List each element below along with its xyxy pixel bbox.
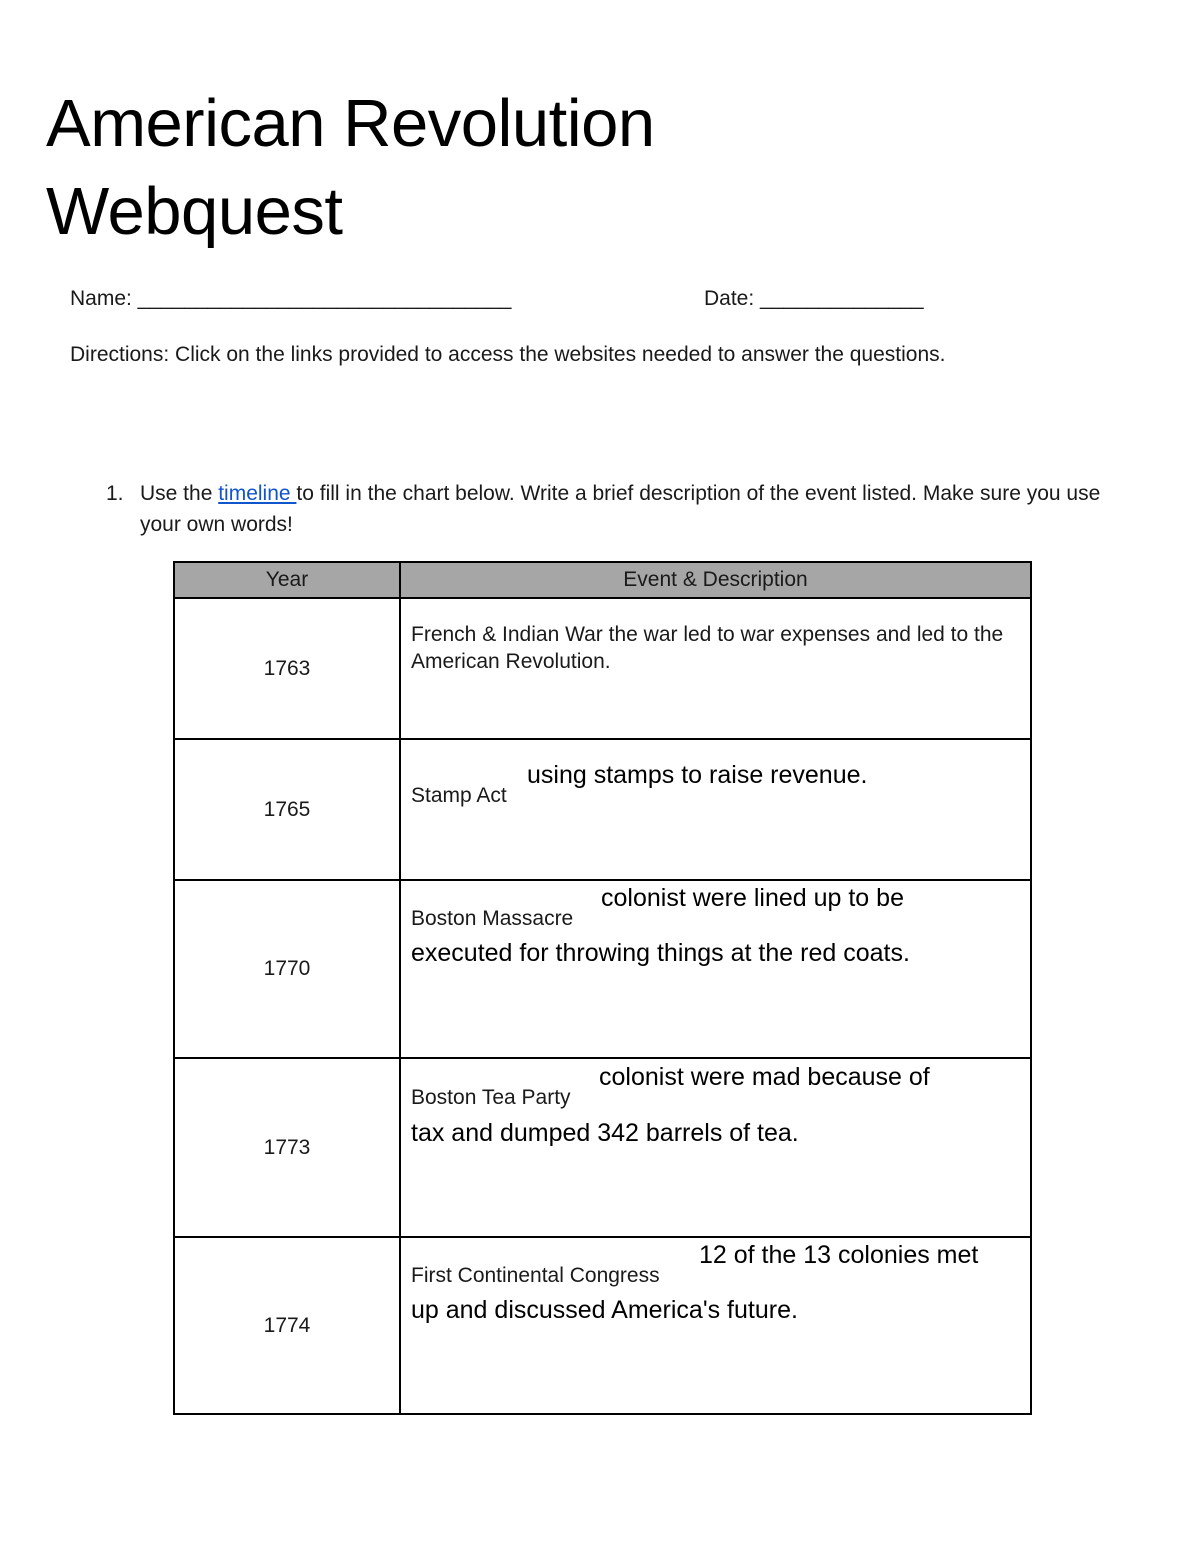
year-cell: 1763 — [174, 598, 400, 739]
event-cell[interactable] — [400, 880, 1031, 1058]
event-cell[interactable] — [400, 598, 1031, 739]
event-answer-line-1: 12 of the 13 colonies met — [699, 1241, 979, 1269]
header-year: Year — [174, 562, 400, 598]
table-row — [174, 739, 1031, 880]
date-field[interactable]: Date: ______________ — [704, 287, 924, 310]
question-text-before-link: Use the — [140, 482, 219, 505]
year-cell: 1770 — [174, 880, 400, 1058]
year-cell: 1774 — [174, 1237, 400, 1414]
year-cell: 1765 — [174, 739, 400, 880]
table-row — [174, 1058, 1031, 1237]
table-header-row — [174, 562, 1031, 598]
question-number: 1. — [106, 482, 124, 505]
directions-text: Directions: Click on the links provided to access the websites needed to answer the questions. — [70, 343, 946, 366]
event-answer-line-1: colonist were mad because of — [599, 1063, 930, 1091]
event-cell[interactable] — [400, 739, 1031, 880]
question-1 — [106, 478, 1146, 540]
year-cell: 1773 — [174, 1058, 400, 1237]
question-text-after-link: to fill in the chart below. Write a brief description of the event listed. Make sure you use your own words! — [140, 482, 1101, 536]
event-description: French & Indian War the war led to war expenses and led to the American Revolution. — [411, 623, 1004, 673]
event-answer: using stamps to raise revenue. — [527, 761, 868, 789]
name-field[interactable]: Name: ________________________________ — [70, 287, 512, 310]
event-name: Boston Massacre — [411, 907, 574, 930]
event-name: Boston Tea Party — [411, 1086, 571, 1109]
table-row — [174, 880, 1031, 1058]
title-line-2: Webquest — [46, 174, 343, 249]
event-answer-line-2: up and discussed America's future. — [411, 1296, 798, 1324]
event-cell[interactable] — [400, 1237, 1031, 1414]
event-answer-line-2: tax and dumped 342 barrels of tea. — [411, 1119, 799, 1147]
timeline-link[interactable]: timeline — [218, 482, 297, 505]
event-name: Stamp Act — [411, 784, 507, 807]
events-table — [173, 561, 1032, 1415]
event-name: First Continental Congress — [411, 1264, 660, 1287]
question-text — [140, 478, 1146, 540]
event-answer-line-1: colonist were lined up to be — [601, 884, 904, 912]
table-row — [174, 1237, 1031, 1414]
page-title — [46, 80, 655, 256]
table-row — [174, 598, 1031, 739]
event-answer-line-2: executed for throwing things at the red coats. — [411, 939, 910, 967]
event-cell[interactable] — [400, 1058, 1031, 1237]
title-line-1: American Revolution — [46, 86, 655, 161]
header-event: Event & Description — [400, 562, 1031, 598]
